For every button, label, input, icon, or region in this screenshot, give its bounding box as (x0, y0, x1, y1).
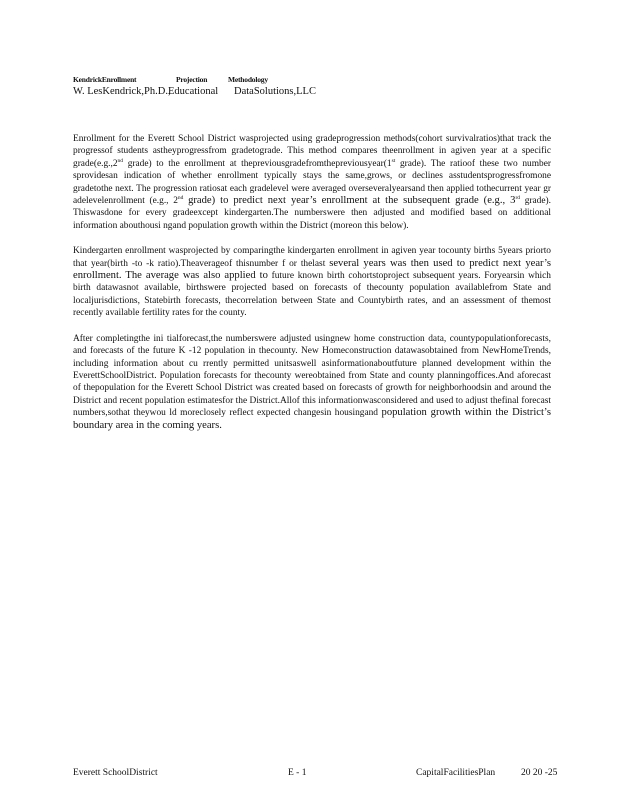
footer-years: 20 20 -25 (521, 768, 558, 778)
p1-text-2: grade) to the enrollment at thepreviousgradefromthepreviousyear(1 (123, 158, 392, 169)
title-part-methodology: Methodology (228, 75, 268, 84)
p1-text-1: Enrollment for the Everett School District wasprojected using gradeprogression methods(cohort survivalratios)that track the progressof students astheyprogressfrom gradetograde. This method compares theenrollment in agiven year at a specific grade(e.g.,2 (73, 134, 551, 169)
p1-sup-4: rd (515, 195, 521, 202)
page-footer (73, 768, 563, 782)
p3-text-2: population growth within the District’s boundary area in the coming years. (73, 407, 551, 431)
p1-sup-1: nd (117, 157, 124, 164)
methodology-title (73, 75, 553, 85)
title-part-projection: Projection (176, 75, 208, 84)
author-name: W. LesKendrick,Ph.D., (73, 86, 171, 97)
p1-text-3: grade). The ratioof these two number sprovidesan indication of whether enrollment typically stays the same,grows, or declines asstudentsprogressfromone gradetothe next. The progression ratiosat each gradelevel were averaged overseveralyearsand then applied tothecurrent year gr adelevelenrollment (e.g., 2 (73, 158, 551, 207)
paragraph-adjustments (73, 333, 551, 432)
p1-sup-3: nd (177, 195, 184, 202)
paragraph-grade-progression (73, 133, 551, 232)
p2-text-2: several years was then used to predict next year’s enrollment. The average was also applied to (73, 257, 552, 282)
author-org-part2: DataSolutions,LLC (234, 86, 316, 97)
p2-text-3: future known birth cohortstoproject subsequent years. Foryearsin which birth datawasnot available, birthswere projected based on forecasts of thecounty population availablefrom State and localjurisdictions, Statebirth forecasts, thecorrelation between State and Countybirth rates, and an assessment of themost recently available fertility rates for the county. (73, 271, 551, 319)
document-body (73, 133, 551, 445)
author-org-part1: Educational (168, 86, 219, 97)
p1-sup-2: st (391, 157, 396, 164)
footer-plan-name: CapitalFacilitiesPlan (416, 768, 496, 778)
document-header (73, 75, 553, 98)
title-part-enrollment: KendrickEnrollment (73, 75, 137, 84)
p1-text-5: grade). Thiswasdone for every gradeexcept kindergarten.The numberswere then adjusted and modified based on additional information abouthousi ngand population growth within the District (moreon this below). (73, 196, 551, 231)
p2-text-1: Kindergarten enrollment wasprojected by comparingthe kindergarten enrollment in agiven year tocounty births 5years priorto that year(birth -to -k ratio).Theaverageof thisnumber f or thelast (73, 246, 551, 269)
footer-district: Everett SchoolDistrict (73, 768, 158, 778)
footer-page-number: E - 1 (288, 768, 307, 778)
p1-text-4: grade) to predict next year’s enrollment at the subsequent grade (e.g., 3 (188, 195, 516, 207)
p3-text-1: After completingthe ini tialforecast,the numberswere adjusted usingnew home construction data, countypopulationforecasts, and forecasts of the future K -12 population in thecounty. New Homeconstruction datawasobtained from NewHomeTrends, including information about cu rrently permitted unitsaswell asinformationaboutfuture planned development within the EverettSchoolDistrict. Population forecasts for thecounty wereobtained from State and county planningoffices.And aforecast of thepopulation for the Everett School District was created based on forecasts of growth for neighborhoodsin and around the District and recent population estimatesfor the District.Allof this informationwasconsidered and used to adjust thefinal forecast numbers,sothat theywou ld moreclosely reflect expected changesin housingand (73, 333, 551, 419)
paragraph-kindergarten (73, 245, 551, 319)
author-line (73, 85, 553, 98)
